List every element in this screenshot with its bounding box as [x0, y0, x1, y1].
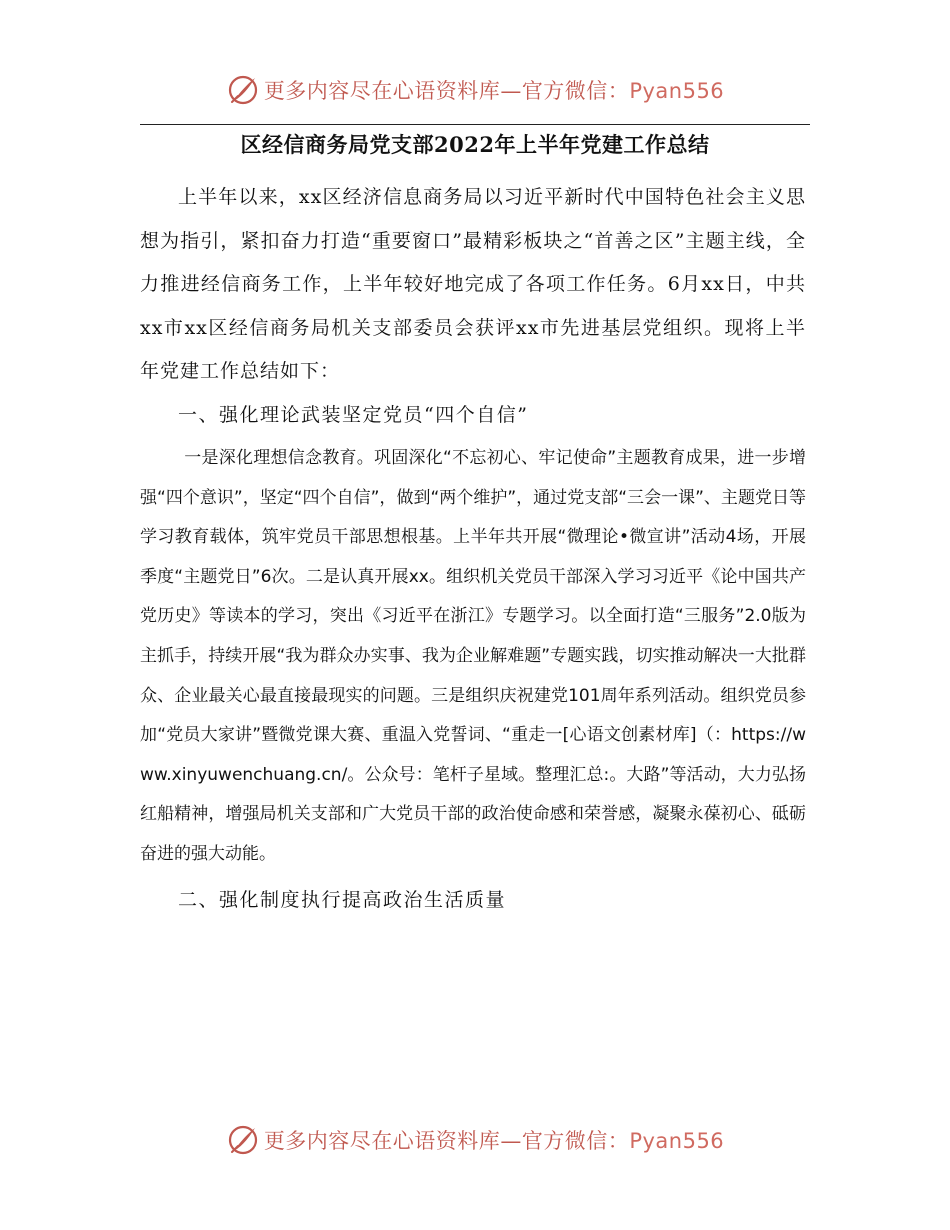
- section-1-heading: 一、强化理论武装坚定党员“四个自信”: [178, 403, 529, 426]
- section-2-heading: 二、强化制度执行提高政治生活质量: [178, 888, 507, 911]
- section-1-paragraph: 一是深化理想信念教育。巩固深化“不忘初心、牢记使命”主题教育成果，进一步增强“四个意识”，坚定“四个自信”，做到“两个维护”，通过党支部“三会一课”、主题党日等学习教育载体，筑牢党员干部思想根基。上半年共开展“微理论•微宣讲”活动4场，开展季度“主题党日”6次。二是认真开展xx。组织机关党员干部深入学习习近平《论中国共产党历史》等读本的学习，突出《习近平在浙江》专题学习。以全面打造“三服务”2.0版为主抓手，持续开展“我为群众办实事、我为企业解难题”专题实践，切实推动解决一大批群众、企业最关心最直接最现实的问题。三是组织庆祝建党101周年系列活动。组织党员参加“党员大家讲”暨微党课大赛、重温入党誓词、“重走一[心语文创素材库]（：https://www.xinyuwenchuang.cn/。公众号：笔杆子星域。整理汇总:。大路”等活动，大力弘扬红船精神，增强局机关支部和广大党员干部的政治使命感和荣誉感，凝聚永葆初心、砥砺奋进的强大动能。: [140, 448, 806, 864]
- document-body: [140, 176, 806, 922]
- header-rule: [140, 124, 810, 125]
- feather-pen-icon: [226, 73, 260, 107]
- watermark-banner-top: [0, 70, 950, 110]
- intro-paragraph: 上半年以来，xx区经济信息商务局以习近平新时代中国特色社会主义思想为指引，紧扣奋力打造“重要窗口”最精彩板块之“首善之区”主题主线，全力推进经信商务工作，上半年较好地完成了各项工作任务。6月xx日，中共xx市xx区经信商务局机关支部委员会获评xx市先进基层党组织。现将上半年党建工作总结如下：: [140, 186, 806, 382]
- feather-pen-icon: [226, 1123, 260, 1157]
- document-title: 区经信商务局党支部2022年上半年党建工作总结: [240, 132, 710, 157]
- watermark-text: 更多内容尽在心语资料库—官方微信：Pyan556: [263, 79, 725, 103]
- watermark-banner-bottom: [0, 1120, 950, 1160]
- watermark-text: 更多内容尽在心语资料库—官方微信：Pyan556: [263, 1129, 725, 1153]
